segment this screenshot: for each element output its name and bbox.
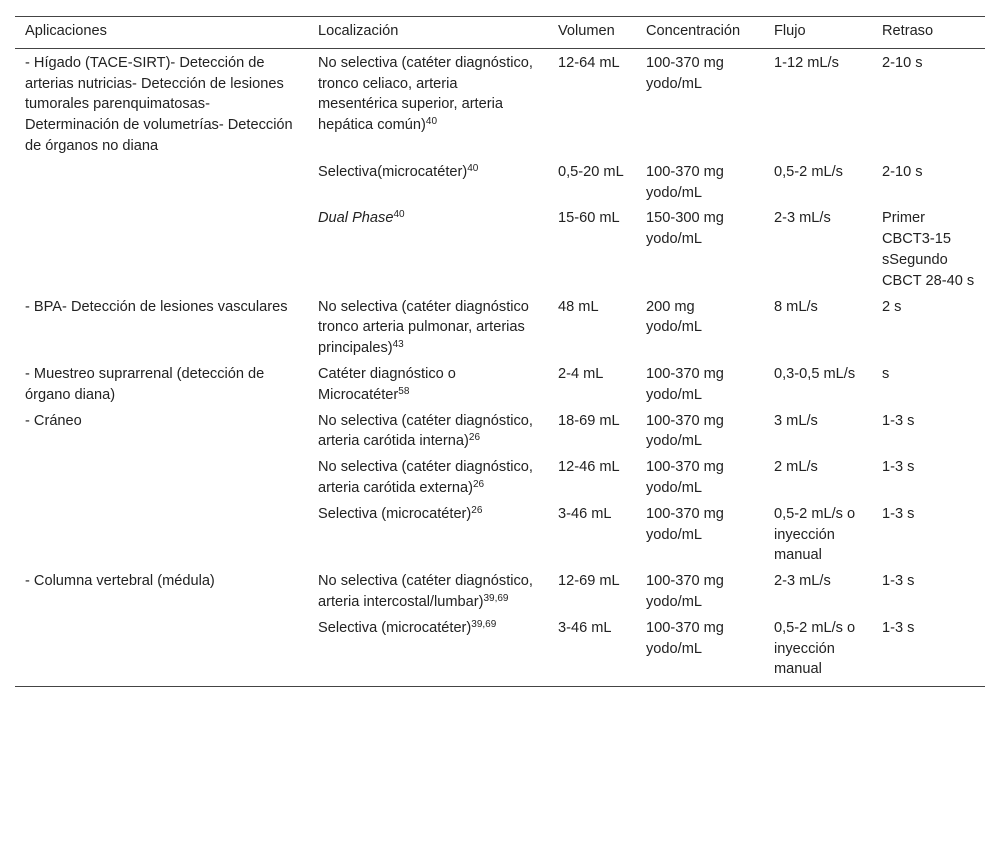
reference-superscript: 26 <box>468 432 481 444</box>
cell-concentracion: 100-370 mg yodo/mL <box>646 163 724 201</box>
reference-superscript: 39,69 <box>471 618 497 630</box>
cell-aplicaciones <box>15 206 308 294</box>
cell-aplicaciones <box>15 455 308 502</box>
cell-concentracion: 100-370 mg yodo/mL <box>646 54 724 92</box>
cell-volumen: 12-46 mL <box>558 459 620 476</box>
cell-flujo: 3 mL/s <box>774 412 818 429</box>
cell-flujo: 8 mL/s <box>774 298 818 315</box>
cell-flujo: 0,5-2 mL/s <box>774 163 843 180</box>
cell-volumen: 3-46 mL <box>548 616 636 687</box>
localizacion-text: Dual Phase <box>318 210 394 227</box>
table-row <box>15 206 985 294</box>
table-row <box>15 48 985 159</box>
cell-concentracion: 100-370 mg yodo/mL <box>646 412 724 450</box>
cell-localizacion <box>308 455 548 502</box>
reference-superscript: 40 <box>393 209 405 221</box>
cell-retraso: 1-3 s <box>882 412 915 429</box>
cell-localizacion <box>308 206 548 294</box>
cell-retraso: Primer CBCT3-15 sSegundo CBCT 28-40 s <box>882 210 975 289</box>
table-body <box>15 48 985 686</box>
injection-protocol-table <box>15 16 985 687</box>
cell-localizacion <box>308 48 548 159</box>
localizacion-text: No selectiva (catéter diagnóstico, arteria carótida externa) <box>318 459 533 496</box>
header-concentracion: Concentración <box>636 17 764 49</box>
cell-aplicaciones <box>15 616 308 687</box>
header-flujo: Flujo <box>764 17 872 49</box>
cell-concentracion: 100-370 mg yodo/mL <box>646 573 724 610</box>
cell-localizacion <box>308 409 548 456</box>
localizacion-text: No selectiva (catéter diagnóstico, arteria carótida interna) <box>318 412 533 450</box>
cell-flujo: 0,3-0,5 mL/s <box>774 365 856 382</box>
header-aplicaciones: Aplicaciones <box>15 17 308 49</box>
reference-superscript: 26 <box>471 504 483 516</box>
cell-volumen: 2-4 mL <box>558 365 604 382</box>
table-row <box>15 616 985 687</box>
reference-superscript: 43 <box>392 339 404 351</box>
cell-concentracion: 100-370 mg yodo/mL <box>646 459 724 496</box>
cell-aplicaciones <box>15 502 308 569</box>
cell-concentracion: 200 mg yodo/mL <box>646 298 702 336</box>
table-row <box>15 362 985 409</box>
table-row <box>15 160 985 207</box>
cell-retraso: 1-3 s <box>882 505 915 522</box>
cell-concentracion: 100-370 mg yodo/mL <box>646 365 724 403</box>
cell-aplicaciones: - Cráneo <box>25 412 82 429</box>
cell-retraso: 1-3 s <box>882 459 915 476</box>
table-row <box>15 409 985 456</box>
cell-retraso: s <box>882 365 890 382</box>
cell-volumen: 12-64 mL <box>558 54 620 71</box>
cell-volumen: 48 mL <box>558 298 599 315</box>
cell-flujo: 2-3 mL/s <box>774 210 831 227</box>
cell-localizacion <box>308 362 548 409</box>
cell-localizacion <box>308 160 548 207</box>
cell-flujo: 0,5-2 mL/s o inyección manual <box>764 616 872 687</box>
table-row <box>15 569 985 616</box>
cell-concentracion: 100-370 mg yodo/mL <box>646 505 724 543</box>
cell-flujo: 0,5-2 mL/s o inyección manual <box>774 505 856 564</box>
reference-superscript: 40 <box>467 162 479 174</box>
cell-concentracion: 100-370 mg yodo/mL <box>636 616 764 687</box>
cell-localizacion <box>308 569 548 616</box>
localizacion-text: No selectiva (catéter diagnóstico, arteria intercostal/lumbar) <box>318 573 533 610</box>
cell-concentracion: 150-300 mg yodo/mL <box>646 210 724 248</box>
reference-superscript: 26 <box>472 478 485 490</box>
cell-volumen: 18-69 mL <box>558 412 620 429</box>
localizacion-text: Selectiva (microcatéter) <box>318 619 472 636</box>
header-volumen: Volumen <box>548 17 636 49</box>
localizacion-text: Catéter diagnóstico o Microcatéter <box>318 365 456 403</box>
cell-aplicaciones: - Hígado (TACE-SIRT)- Detección de arterias nutricias- Detección de lesiones tumorales parenquimatosas- Determinación de volumetrías- Detección de órganos no diana <box>25 54 293 154</box>
cell-flujo: 2 mL/s <box>774 459 818 476</box>
cell-retraso: 1-3 s <box>872 616 985 687</box>
cell-retraso: 2-10 s <box>882 163 923 180</box>
cell-volumen: 12-69 mL <box>558 573 620 590</box>
cell-flujo: 2-3 mL/s <box>774 573 831 590</box>
localizacion-text: Selectiva (microcatéter) <box>318 505 472 522</box>
reference-superscript: 58 <box>398 385 410 397</box>
table-row <box>15 455 985 502</box>
cell-localizacion <box>308 295 548 362</box>
cell-retraso: 2 s <box>882 298 902 315</box>
cell-volumen: 0,5-20 mL <box>558 163 624 180</box>
header-localizacion: Localización <box>308 17 548 49</box>
cell-aplicaciones: - Columna vertebral (médula) <box>25 573 215 590</box>
table-row <box>15 502 985 569</box>
cell-volumen: 15-60 mL <box>558 210 620 227</box>
localizacion-text: No selectiva (catéter diagnóstico tronco arteria pulmonar, arterias principales) <box>318 298 529 357</box>
cell-localizacion <box>308 616 548 687</box>
cell-volumen: 3-46 mL <box>558 505 612 522</box>
cell-aplicaciones: - BPA- Detección de lesiones vasculares <box>25 298 288 315</box>
header-retraso: Retraso <box>872 17 985 49</box>
localizacion-text: No selectiva (catéter diagnóstico, tronco celiaco, arteria mesentérica superior, arteria hepática común) <box>318 54 533 134</box>
cell-localizacion <box>308 502 548 569</box>
header-row <box>15 17 985 49</box>
reference-superscript: 39,69 <box>483 592 509 604</box>
cell-retraso: 2-10 s <box>882 54 923 71</box>
cell-aplicaciones: - Muestreo suprarrenal (detección de órgano diana) <box>25 365 265 403</box>
reference-superscript: 40 <box>425 116 438 128</box>
cell-retraso: 1-3 s <box>882 573 915 590</box>
table-row <box>15 295 985 362</box>
cell-flujo: 1-12 mL/s <box>774 54 839 71</box>
cell-aplicaciones <box>15 160 308 207</box>
localizacion-text: Selectiva(microcatéter) <box>318 163 468 180</box>
